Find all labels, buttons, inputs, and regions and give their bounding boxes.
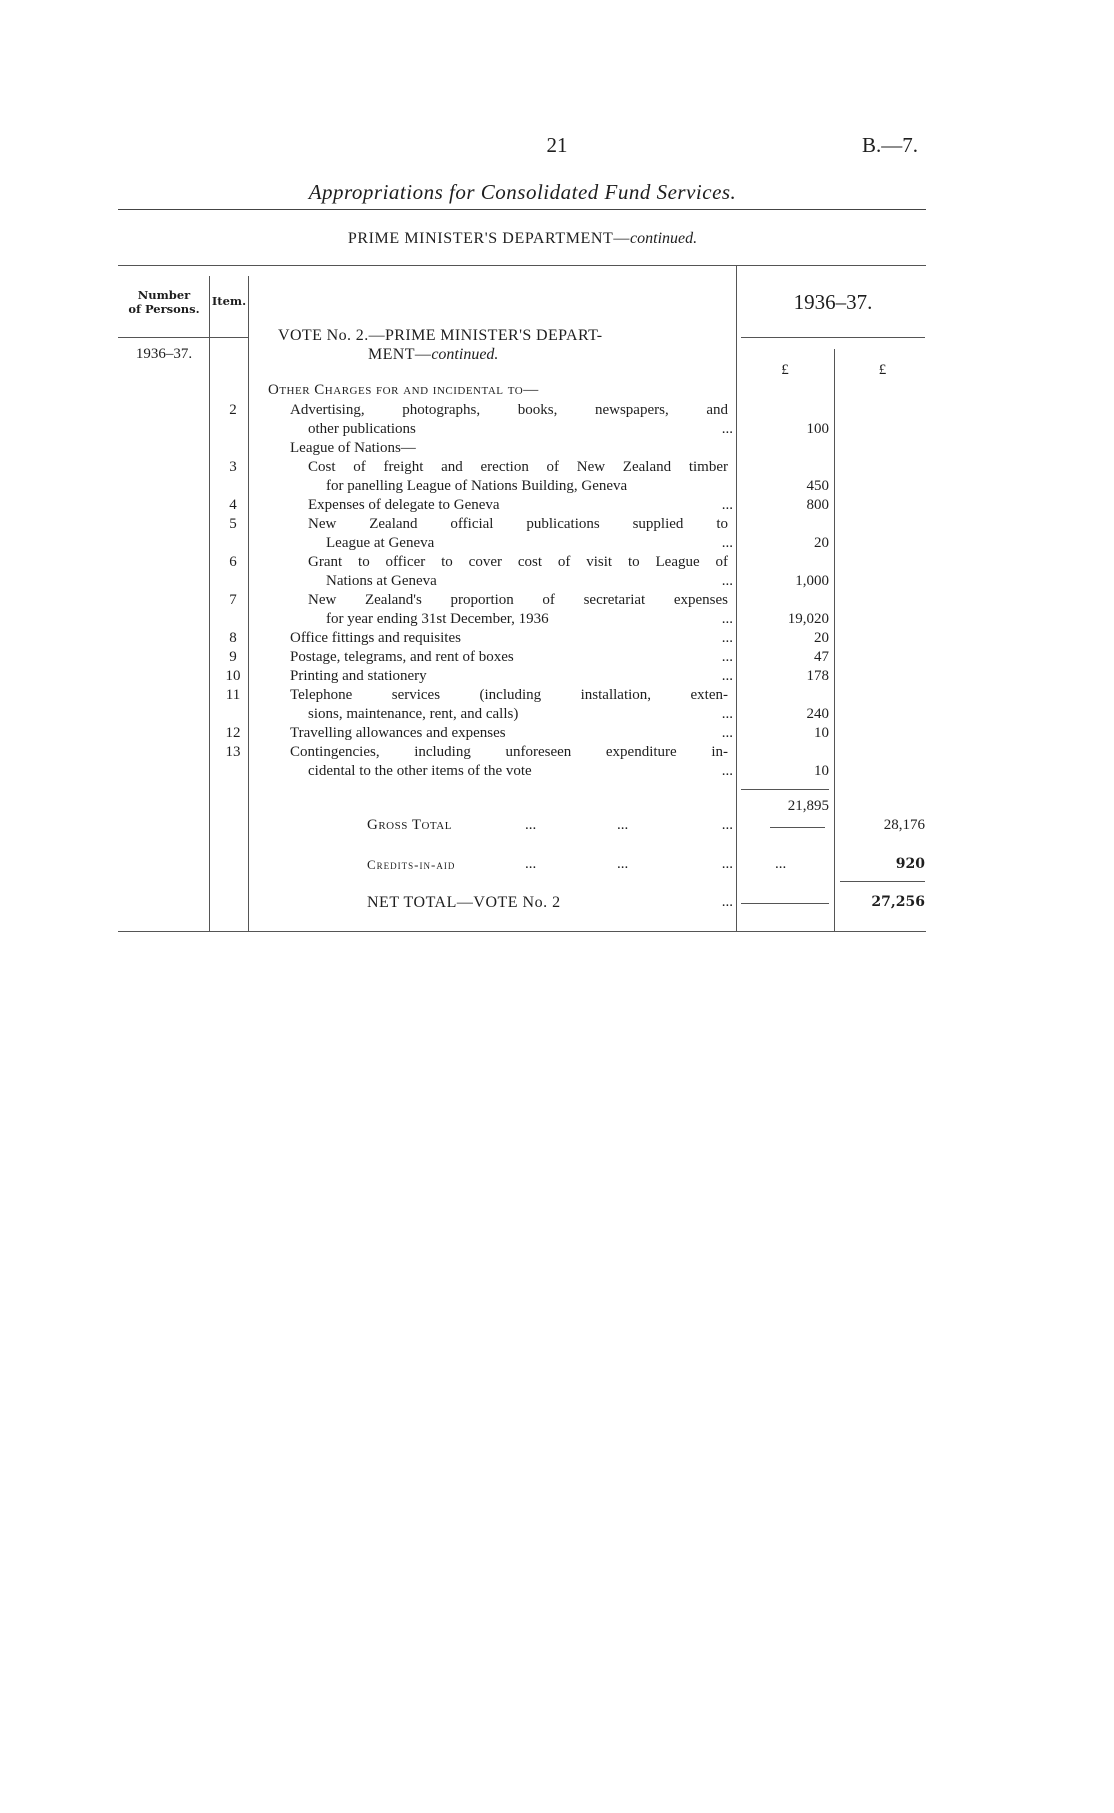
item-number: 13 xyxy=(225,744,241,760)
item-amount: 19,020 xyxy=(787,611,829,627)
leader-dots: ... xyxy=(525,817,537,833)
leader-dots: ... xyxy=(721,763,733,779)
gross-total-dash xyxy=(770,827,825,828)
table-row xyxy=(0,610,1114,629)
table-row xyxy=(0,420,1114,439)
net-total-amount: 27,256 xyxy=(871,894,925,910)
vote-title-line2 xyxy=(278,345,718,364)
year-header-rule xyxy=(741,337,925,338)
table-row xyxy=(0,762,1114,781)
header-persons-line2: of Persons. xyxy=(128,302,200,316)
item-description: Cost of freight and erection of New Zealand timber xyxy=(308,459,728,475)
page-number: 21 xyxy=(546,133,568,157)
department-continued: continued. xyxy=(630,230,698,247)
header-item: Item. xyxy=(211,294,247,308)
item-number: 3 xyxy=(229,459,237,475)
credits-in-aid-row xyxy=(0,855,1114,874)
item-description: Printing and stationery xyxy=(290,668,427,684)
department-name: PRIME MINISTER'S DEPARTMENT— xyxy=(347,230,631,247)
item-number: 5 xyxy=(229,516,237,532)
section-title: Other Charges for and incidental to— xyxy=(268,382,539,398)
subtotal-rule xyxy=(741,789,829,790)
department-title xyxy=(0,230,1045,248)
table-row xyxy=(0,724,1114,743)
table-bottom-rule xyxy=(118,931,926,932)
item-number: 6 xyxy=(229,554,237,570)
table-row xyxy=(0,496,1114,515)
credits-in-aid-amount: ... xyxy=(775,856,787,872)
net-total-label: NET TOTAL—VOTE No. 2 xyxy=(367,894,561,911)
table-row xyxy=(0,591,1114,610)
table-row xyxy=(0,534,1114,553)
item-description: Expenses of delegate to Geneva xyxy=(308,497,500,513)
table-row xyxy=(0,629,1114,648)
table-row xyxy=(0,743,1114,762)
persons-header-rule xyxy=(118,337,248,338)
item-amount: 450 xyxy=(806,478,829,494)
subtotal-amount: 21,895 xyxy=(787,798,829,814)
table-row xyxy=(0,401,1114,420)
item-description: for year ending 31st December, 1936 xyxy=(326,611,549,627)
leader-dots: ... xyxy=(617,817,629,833)
item-number: 7 xyxy=(229,592,237,608)
gross-total-row xyxy=(0,816,1114,835)
header-persons xyxy=(120,288,208,316)
item-description: Travelling allowances and expenses xyxy=(290,725,506,741)
item-description: for panelling League of Nations Building, Geneva xyxy=(326,478,628,494)
leader-dots: ... xyxy=(721,535,733,551)
header-persons-year: 1936–37. xyxy=(135,346,193,362)
item-number: 4 xyxy=(229,497,237,513)
net-total-dash xyxy=(741,903,829,904)
leader-dots: ... xyxy=(721,894,733,910)
gross-total-amount: 28,176 xyxy=(883,817,925,833)
leader-dots: ... xyxy=(721,421,733,437)
item-amount: 47 xyxy=(814,649,829,665)
leader-dots: ... xyxy=(721,817,733,833)
header-persons-line1: Number xyxy=(137,288,191,302)
header-pound-totals: £ xyxy=(878,362,887,378)
document-reference: B.—7. xyxy=(862,133,919,157)
heading-rule xyxy=(118,209,926,210)
header-pound-amounts: £ xyxy=(781,362,789,378)
item-amount: 20 xyxy=(814,535,829,551)
item-description: League of Nations— xyxy=(290,440,416,456)
item-number: 9 xyxy=(229,649,237,665)
item-description: Postage, telegrams, and rent of boxes xyxy=(290,649,514,665)
item-description: Office fittings and requisites xyxy=(290,630,461,646)
item-description: Grant to officer to cover cost of visit to League of xyxy=(308,554,728,570)
vote-title-line2-text: MENT— xyxy=(368,346,432,363)
item-amount: 100 xyxy=(806,421,829,437)
item-description: League at Geneva xyxy=(326,535,435,551)
item-description: Nations at Geneva xyxy=(326,573,437,589)
table-row xyxy=(0,572,1114,591)
table-row xyxy=(0,553,1114,572)
item-amount: 800 xyxy=(806,497,829,513)
item-number: 12 xyxy=(225,725,241,741)
vote-title xyxy=(278,326,718,364)
credits-in-aid-total: 920 xyxy=(895,856,925,872)
item-description: sions, maintenance, rent, and calls) xyxy=(308,706,519,722)
table-row xyxy=(0,667,1114,686)
item-number: 8 xyxy=(229,630,237,646)
table-row xyxy=(0,686,1114,705)
table-row xyxy=(0,648,1114,667)
item-description: cidental to the other items of the vote xyxy=(308,763,532,779)
leader-dots: ... xyxy=(721,649,733,665)
table-row xyxy=(0,458,1114,477)
leader-dots: ... xyxy=(721,856,733,872)
vote-title-line1: VOTE No. 2.—PRIME MINISTER'S DEPART- xyxy=(278,327,603,344)
item-description: Contingencies, including unforeseen expenditure in- xyxy=(290,744,728,760)
item-amount: 178 xyxy=(806,668,829,684)
item-amount: 20 xyxy=(814,630,829,646)
vote-title-continued: continued. xyxy=(431,346,499,363)
leader-dots: ... xyxy=(721,573,733,589)
gross-total-label: Gross Total xyxy=(367,817,452,833)
subtotal-row xyxy=(0,797,1114,816)
item-amount: 240 xyxy=(806,706,829,722)
leader-dots: ... xyxy=(721,725,733,741)
page-heading: Appropriations for Consolidated Fund Services. xyxy=(308,180,737,204)
table-row xyxy=(0,439,1114,458)
item-amount: 1,000 xyxy=(795,573,829,589)
leader-dots: ... xyxy=(721,706,733,722)
item-amount: 10 xyxy=(814,725,829,741)
leader-dots: ... xyxy=(721,497,733,513)
item-description: other publications xyxy=(308,421,416,437)
item-description: New Zealand's proportion of secretariat expenses xyxy=(308,592,728,608)
item-number: 10 xyxy=(225,668,241,684)
leader-dots: ... xyxy=(525,856,537,872)
leader-dots: ... xyxy=(721,630,733,646)
table-top-rule xyxy=(118,265,926,266)
leader-dots: ... xyxy=(721,668,733,684)
net-total-row xyxy=(0,893,1114,912)
credits-in-aid-label: Credits-in-aid xyxy=(367,857,456,872)
leader-dots: ... xyxy=(721,611,733,627)
item-description: Telephone services (including installation, exten- xyxy=(290,687,728,703)
header-year: 1936–37. xyxy=(793,290,873,314)
table-row xyxy=(0,515,1114,534)
item-amount: 10 xyxy=(814,763,829,779)
item-number: 11 xyxy=(225,687,241,703)
credits-rule xyxy=(840,881,925,882)
table-row xyxy=(0,477,1114,496)
item-description: New Zealand official publications supplied to xyxy=(308,516,728,532)
table-row xyxy=(0,705,1114,724)
item-description: Advertising, photographs, books, newspapers, and xyxy=(290,402,728,418)
item-number: 2 xyxy=(229,402,237,418)
leader-dots: ... xyxy=(617,856,629,872)
